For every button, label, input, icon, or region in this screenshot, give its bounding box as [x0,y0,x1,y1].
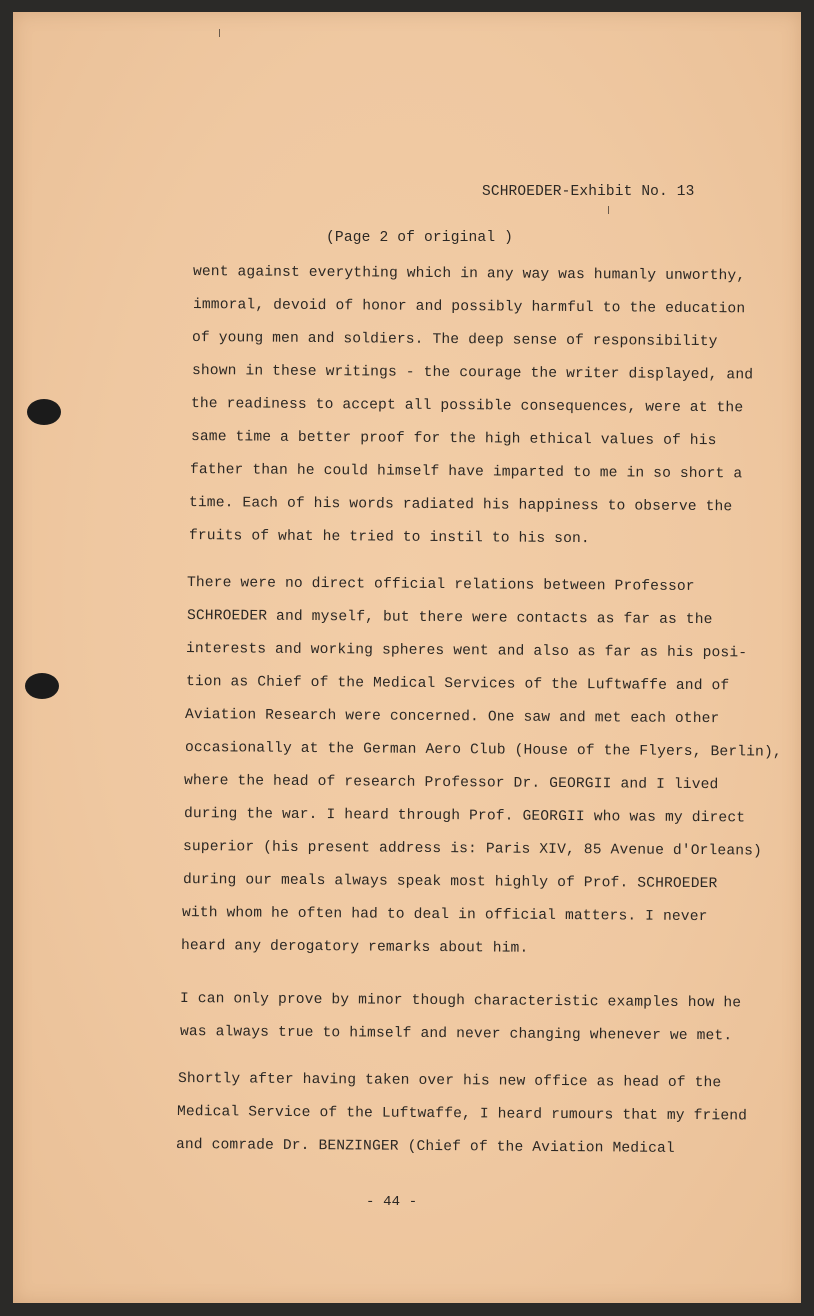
body-line: heard any derogatory remarks about him. [180,938,529,957]
document-page [13,12,801,1303]
body-line: tion as Chief of the Medical Services of the Luftwaffe and of [185,674,730,695]
body-line: went against everything which in any way was humanly unworthy, [192,264,746,285]
page-note: (Page 2 of original ) [326,230,514,246]
punch-hole-bottom [25,673,59,699]
body-line: shown in these writings - the courage the writer displayed, and [191,363,754,384]
stray-mark [219,29,220,37]
punch-hole-top [27,399,61,425]
body-line: immoral, devoid of honor and possibly harmful to the education [192,297,746,318]
body-line: during the war. I heard through Prof. GEORGII who was my direct [183,806,746,827]
body-line: and comrade Dr. BENZINGER (Chief of the Aviation Medical [175,1137,675,1157]
body-line: interests and working spheres went and also as far as his posi- [185,641,748,662]
body-line: with whom he often had to deal in official matters. I never [181,905,708,926]
body-line: There were no direct official relations between Professor [186,575,695,595]
body-line: Medical Service of the Luftwaffe, I heard rumours that my friend [176,1104,748,1125]
body-line: fruits of what he tried to instil to his son. [188,528,590,548]
page-number: - 44 - [366,1194,418,1210]
body-line: where the head of research Professor Dr. GEORGII and I lived [183,773,719,794]
body-line: superior (his present address is: Paris XIV, 85 Avenue d'Orleans) [182,839,763,860]
body-line: of young men and soldiers. The deep sense of responsibility [191,330,718,351]
body-line: during our meals always speak most highly of Prof. SCHROEDER [182,872,718,893]
body-line: father than he could himself have imparted to me in so short a [189,462,743,483]
body-line: Shortly after having taken over his new office as head of the [177,1071,722,1092]
body-line: Aviation Research were concerned. One saw and met each other [184,707,720,728]
body-line: the readiness to accept all possible consequences, were at the [190,396,744,417]
exhibit-header: SCHROEDER-Exhibit No. 13 [482,184,695,200]
body-line: occasionally at the German Aero Club (House of the Flyers, Berlin), [184,740,782,761]
body-line: time. Each of his words radiated his happiness to observe the [188,495,733,516]
stray-mark [608,206,609,214]
body-line: SCHROEDER and myself, but there were contacts as far as the [186,608,713,629]
body-line: I can only prove by minor though characteristic examples how he [179,991,742,1012]
body-line: same time a better proof for the high ethical values of his [190,429,717,450]
body-line: was always true to himself and never changing whenever we met. [179,1024,733,1045]
